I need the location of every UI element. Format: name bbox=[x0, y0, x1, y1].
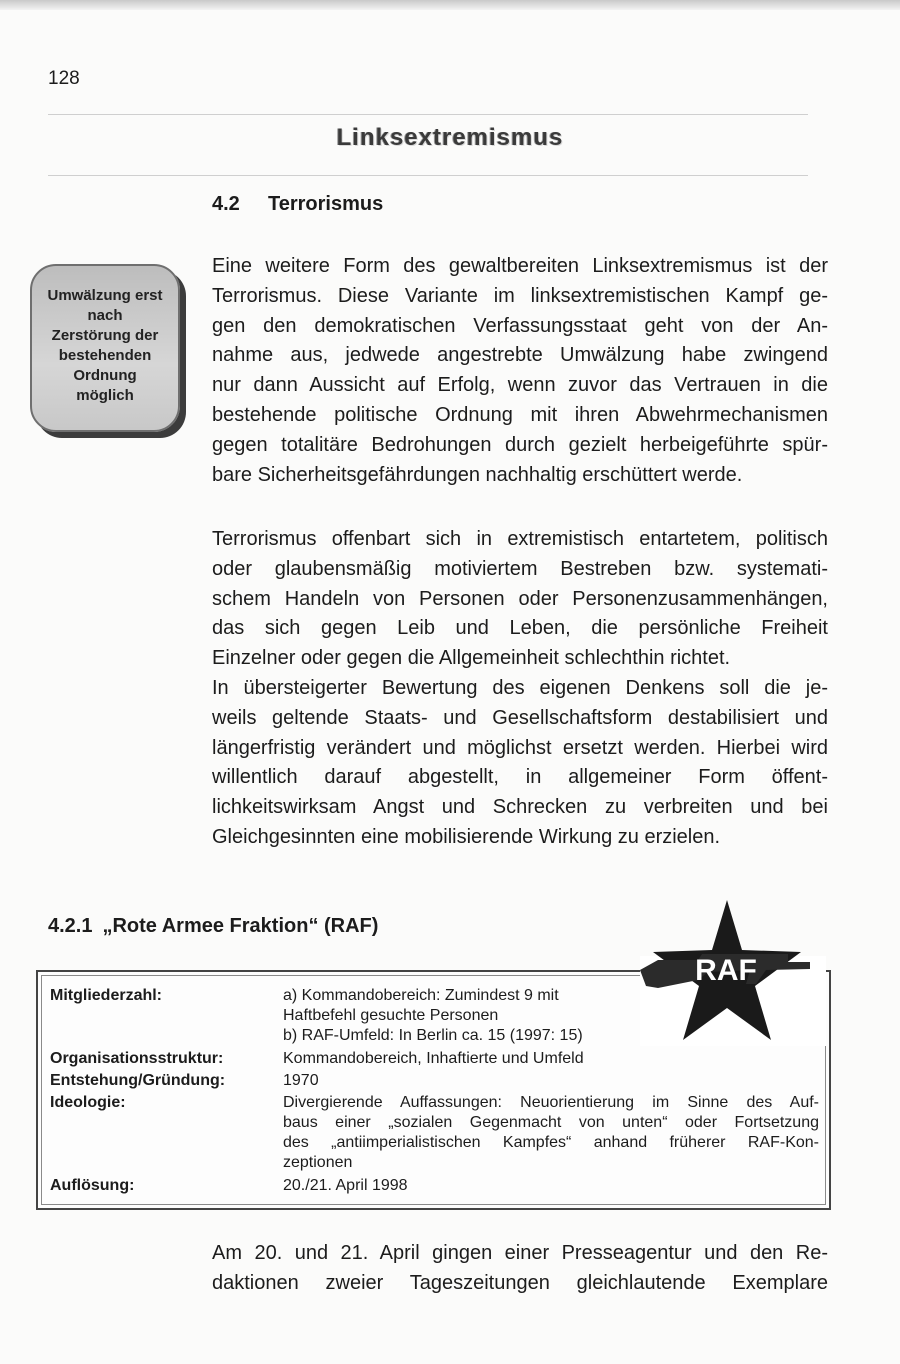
row-value bbox=[283, 1093, 819, 1173]
page-number: 128 bbox=[48, 68, 80, 89]
text-line: gegen totalitäre Bedrohungen durch gezielt herbeigeführte spür- bbox=[212, 433, 828, 456]
margin-note-line: Ordnung bbox=[73, 367, 137, 384]
row-value bbox=[283, 1049, 819, 1069]
subsection-title: „Rote Armee Fraktion“ (RAF) bbox=[102, 915, 379, 937]
text-line: nur dann Aussicht auf Erfolg, wenn zuvor das Vertrauen in die bbox=[212, 374, 828, 397]
subsection-number: 4.2.1 bbox=[48, 915, 93, 937]
row-value bbox=[283, 1176, 819, 1196]
value-line: des „antiimperialistischen Kampfes“ anhand früherer RAF-Kon- bbox=[283, 1134, 819, 1151]
value-line: a) Kommandobereich: Zumindest 9 mit bbox=[283, 987, 559, 1004]
text-line: nahme aus, jedwede angestrebte Umwälzung habe zwingend bbox=[212, 344, 828, 367]
margin-note-line: Zerstörung der bbox=[51, 327, 159, 344]
text-line: bestehende politische Ordnung mit ihren Abwehrmechanismen bbox=[212, 403, 828, 426]
text-line: längerfristig verändert und möglichst ersetzt werden. Hierbei wird bbox=[212, 736, 828, 759]
text-line: weils geltende Staats- und Gesellschaftsform destabilisiert und bbox=[212, 706, 828, 729]
section-title: Terrorismus bbox=[268, 193, 384, 215]
text-line: lichkeitswirksam Angst und Schrecken zu verbreiten und bei bbox=[212, 796, 828, 819]
section-heading bbox=[212, 193, 383, 216]
scan-edge bbox=[0, 0, 900, 10]
text-line: Am 20. und 21. April gingen einer Presseagentur und den Re- bbox=[212, 1242, 828, 1264]
text-line: Einzelner oder gegen die Allgemeinheit schlechthin richtet. bbox=[212, 647, 731, 670]
running-head: Linksextremismus bbox=[336, 124, 564, 151]
margin-note-line: möglich bbox=[76, 387, 134, 404]
value-line: Haftbefehl gesuchte Personen bbox=[283, 1007, 499, 1024]
text-line: schem Handeln von Personen oder Personenzusammenhängen, bbox=[212, 587, 828, 610]
text-line: Terrorismus. Diese Variante im linksextremistischen Kampf ge- bbox=[212, 284, 828, 307]
text-line: das sich gegen Leib und Leben, die persönliche Freiheit bbox=[212, 617, 828, 640]
row-label: Auflösung: bbox=[50, 1177, 135, 1194]
subsection-heading bbox=[48, 915, 378, 938]
text-line: willentlich darauf abgestellt, in allgemeiner Form öffent- bbox=[212, 766, 828, 789]
logo-text: RAF bbox=[695, 954, 757, 987]
value-line: baus einer „sozialen Gegenmacht von unten“ oder Fortsetzung bbox=[283, 1114, 819, 1131]
text-line: bare Sicherheitsgefährdungen nachhaltig erschüttert werde. bbox=[212, 463, 743, 486]
header-rule-top bbox=[48, 114, 808, 115]
paragraph-1 bbox=[212, 252, 828, 490]
margin-note-line: Umwälzung erst bbox=[47, 287, 163, 304]
value-line: b) RAF-Umfeld: In Berlin ca. 15 (1997: 15) bbox=[283, 1027, 583, 1044]
row-label: Mitgliederzahl: bbox=[50, 987, 163, 1004]
header-rule-bottom bbox=[48, 175, 808, 176]
value-line: Divergierende Auffassungen: Neuorientierung im Sinne des Auf- bbox=[283, 1094, 819, 1111]
text-line: Terrorismus offenbart sich in extremistisch entartetem, politisch bbox=[212, 528, 828, 550]
text-line: oder glaubensmäßig motiviertem Bestreben bzw. systemati- bbox=[212, 557, 828, 580]
text-line: Gleichgesinnten eine mobilisierende Wirkung zu erzielen. bbox=[212, 825, 721, 848]
text-line: In übersteigerter Bewertung des eigenen Denkens soll die je- bbox=[212, 676, 828, 699]
paragraph-4 bbox=[212, 1239, 828, 1299]
row-label: Organisationsstruktur: bbox=[50, 1050, 224, 1067]
section-number: 4.2 bbox=[212, 193, 240, 215]
value-line: zeptionen bbox=[283, 1154, 353, 1171]
text-line: Eine weitere Form des gewaltbereiten Linksextremismus ist der bbox=[212, 255, 828, 277]
margin-note-line: bestehenden bbox=[58, 347, 152, 364]
margin-note-line: nach bbox=[87, 307, 123, 324]
row-label: Entstehung/Gründung: bbox=[50, 1072, 226, 1089]
text-line: daktionen zweier Tageszeitungen gleichlautende Exemplare bbox=[212, 1271, 828, 1294]
value-line: 20./21. April 1998 bbox=[283, 1177, 408, 1194]
text-line: gen den demokratischen Verfassungsstaat geht von der An- bbox=[212, 314, 828, 337]
value-line: 1970 bbox=[283, 1072, 319, 1089]
margin-note bbox=[30, 264, 180, 432]
value-line: Kommandobereich, Inhaftierte und Umfeld bbox=[283, 1050, 584, 1067]
raf-logo bbox=[638, 898, 830, 1046]
paragraph-2 bbox=[212, 525, 828, 853]
row-value bbox=[283, 1071, 819, 1091]
row-label: Ideologie: bbox=[50, 1094, 126, 1111]
